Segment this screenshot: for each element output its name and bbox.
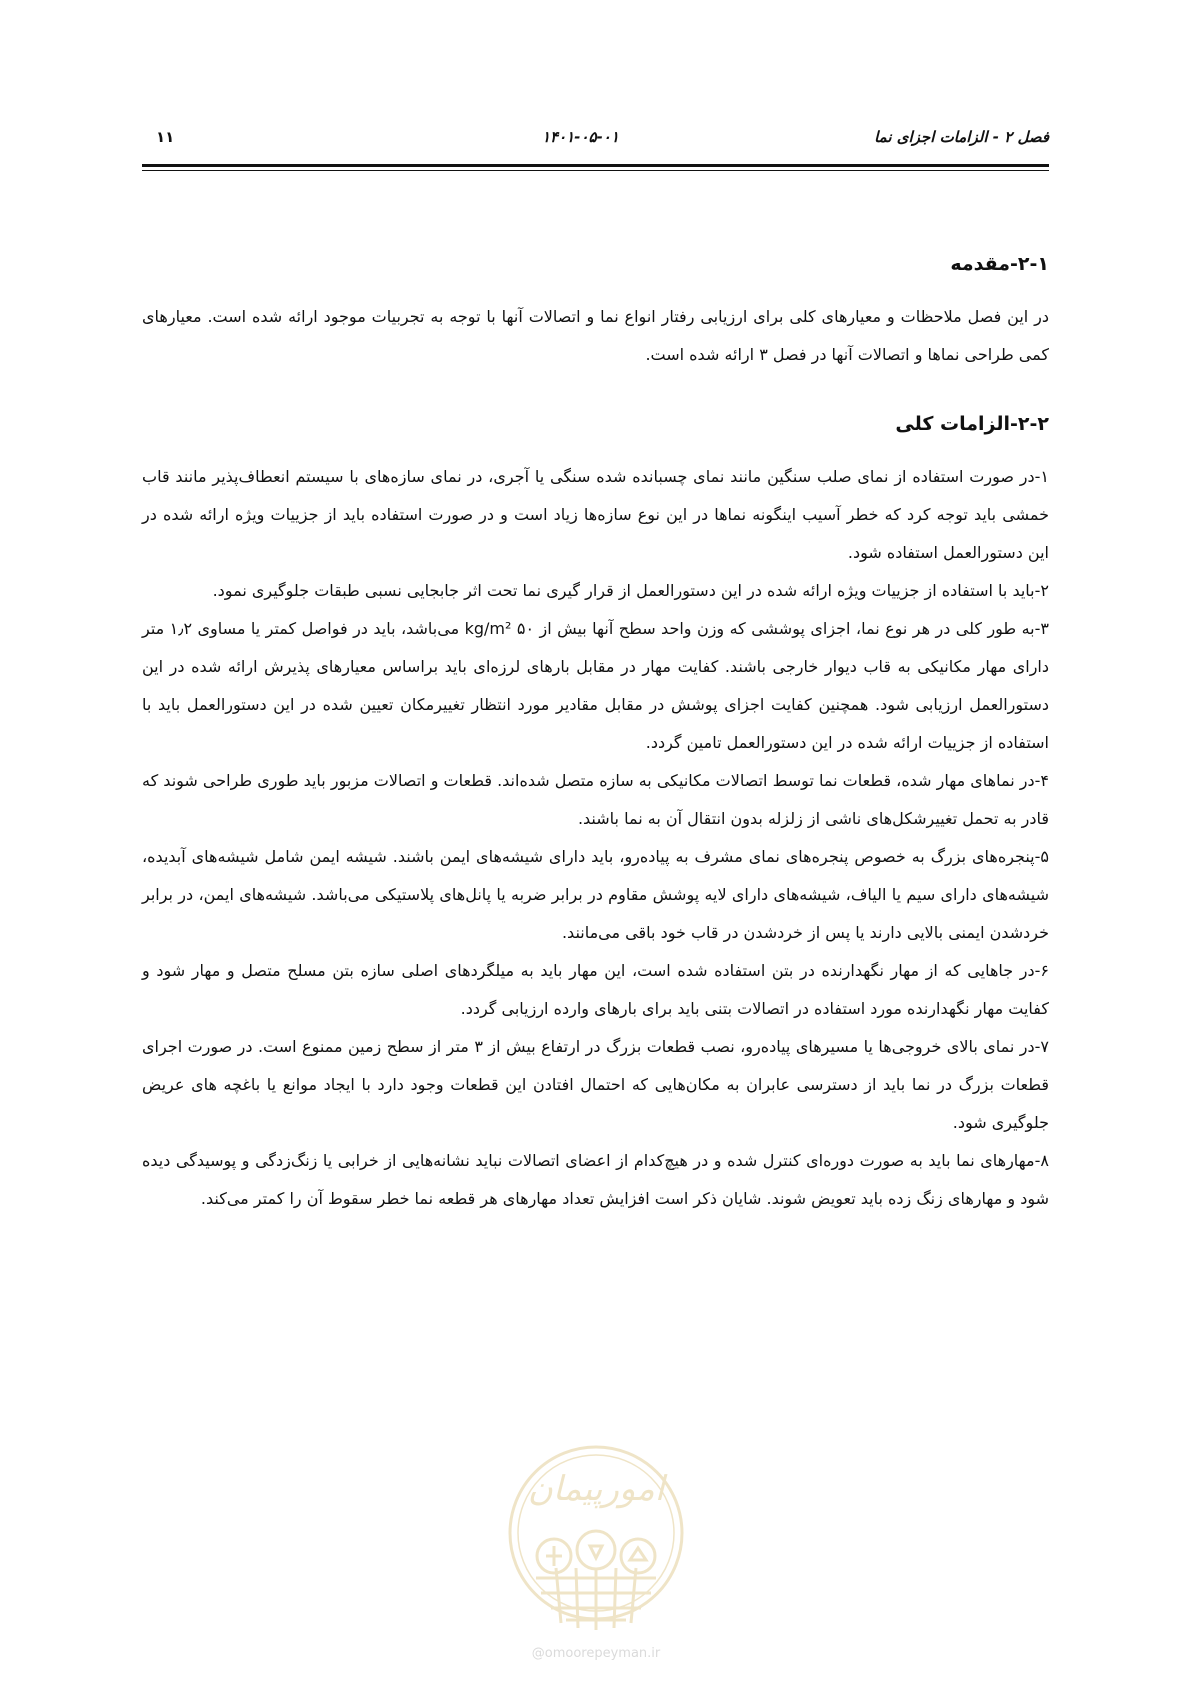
- requirement-item-2: ۲-باید با استفاده از جزییات ویژه ارائه شده در این دستورالعمل از قرار گیری نما تحت اثر جابجایی نسبی طبقات جلوگیری نمود.: [212, 581, 1049, 600]
- chapter-title: فصل ۲ - الزامات اجزای نما: [874, 128, 1049, 146]
- omoorepeyman-seal-icon: [506, 1428, 686, 1638]
- document-date: ۱۴۰۱-۰۵-۰۱: [542, 128, 619, 146]
- document-body: [142, 248, 1049, 1218]
- requirement-item-3: ۳-به طور کلی در هر نوع نما، اجزای پوششی که وزن واحد سطح آنها بیش از ۵۰ kg/m² می‌باشد، باید در فواصل کمتر یا مساوی ۱٫۲ متر دارای مهار مکانیکی به قاب دیوار خارجی باشند. کفایت مهار در مقابل بارهای لرزه‌ای باید براساس معیارهای پذیرش ارائه شده در این دستورالعمل ارزیابی شود. همچنین کفایت اجزای پوشش در مقابل مقادیر مورد انتظار تغییرمکان تعیین شده در این دستورالعمل باید با استفاده از جزییات ارائه شده در این دستورالعمل تامین گردد.: [142, 619, 1049, 752]
- header-rule-thick: [142, 164, 1049, 167]
- intro-paragraph: در این فصل ملاحظات و معیارهای کلی برای ارزیابی رفتار انواع نما و اتصالات آنها با توجه به تجربیات موجود ارائه شده است. معیارهای کمی طراحی نماها و اتصالات آنها در فصل ۳ ارائه شده است.: [142, 307, 1049, 364]
- requirement-item-5: ۵-پنجره‌های بزرگ به خصوص پنجره‌های نمای مشرف به پیاده‌رو، باید دارای شیشه‌های ایمن باشند. شیشه ایمن شامل شیشه‌های آبدیده، شیشه‌های دارای سیم یا الیاف، شیشه‌های دارای لایه پوشش مقاوم در برابر ضربه یا پانل‌های پلاستیکی می‌باشد. شیشه‌های ایمن، در برابر خردشدن ایمنی بالایی دارند یا پس از خردشدن در قاب خود باقی می‌مانند.: [142, 847, 1049, 942]
- section-heading-general-requirements: ۲-۲-الزامات کلی: [895, 413, 1049, 435]
- requirement-item-7: ۷-در نمای بالای خروجی‌ها یا مسیرهای پیاده‌رو، نصب قطعات بزرگ در ارتفاع بیش از ۳ متر از سطح زمین ممنوع است. در صورت اجرای قطعات بزرگ در نما باید از دسترسی عابران به مکان‌هایی که احتمال افتادن این قطعات وجود دارد با ایجاد موانع یا باغچه های عریض جلوگیری شود.: [142, 1037, 1049, 1132]
- requirement-item-4: ۴-در نماهای مهار شده، قطعات نما توسط اتصالات مکانیکی به سازه متصل شده‌اند. قطعات و اتصالات مزبور باید طوری طراحی شوند که قادر به تحمل تغییرشکل‌های ناشی از زلزله بدون انتقال آن به نما باشند.: [142, 771, 1049, 828]
- header-rule-thin: [142, 170, 1049, 171]
- section-heading-introduction: ۲-۱-مقدمه: [950, 253, 1049, 275]
- requirement-item-8: ۸-مهارهای نما باید به صورت دوره‌ای کنترل شده و در هیچ‌کدام از اعضای اتصالات نباید نشانه‌هایی از خرابی یا زنگ‌زدگی و پوسیدگی دیده شود و مهارهای زنگ زده باید تعویض شوند. شایان ذکر است افزایش تعداد مهارهای هر قطعه نما خطر سقوط آن را کمتر می‌کند.: [142, 1151, 1049, 1208]
- watermark-logo: [506, 1428, 686, 1661]
- watermark-url: @omoorepeyman.ir: [531, 1646, 661, 1661]
- page-number: ۱۱: [156, 128, 175, 146]
- requirement-item-1: ۱-در صورت استفاده از نمای صلب سنگین مانند نمای چسبانده شده سنگی یا آجری، در نمای سازه‌های با سیستم انعطاف‌پذیر مانند قاب خمشی باید توجه کرد که خطر آسیب اینگونه نماها در این نوع سازه‌ها زیاد است و در صورت استفاده باید از جزییات ویژه ارائه شده در این دستورالعمل استفاده شود.: [142, 467, 1049, 562]
- requirement-item-6: ۶-در جاهایی که از مهار نگهدارنده در بتن استفاده شده است، این مهار باید به میلگردهای اصلی سازه بتن مسلح متصل و مهار شود و کفایت مهار نگهدارنده مورد استفاده در اتصالات بتنی باید برای بارهای وارده ارزیابی گردد.: [142, 961, 1049, 1018]
- watermark-logo-text: امورپیمان: [527, 1469, 665, 1509]
- page-header: [142, 128, 1049, 152]
